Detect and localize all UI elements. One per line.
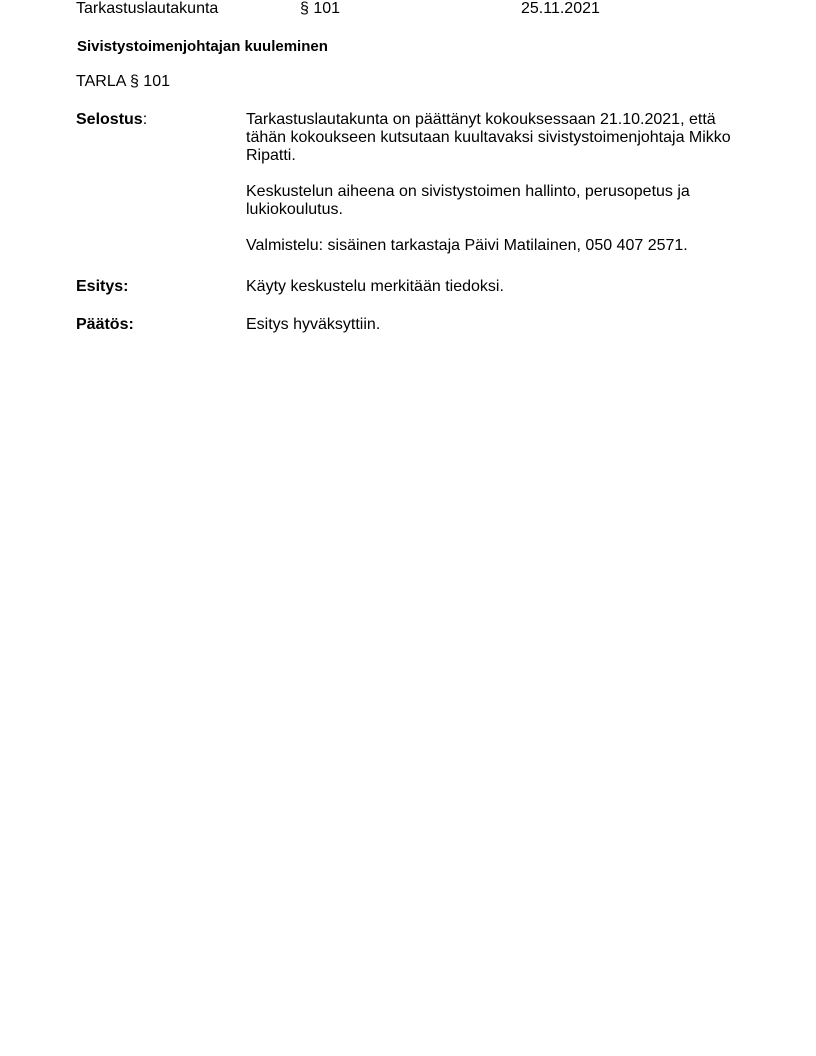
selostus-paragraph: Tarkastuslautakunta on päättänyt kokouksessaan 21.10.2021, että tähän kokoukseen kutsutaan kuultavaksi sivistystoimenjohtaja Mikko Ripatti.: [246, 111, 731, 164]
committee-name: Tarkastuslautakunta: [76, 0, 219, 17]
reference-code: TARLA § 101: [76, 73, 170, 90]
meeting-date: 25.11.2021: [521, 0, 600, 17]
paatos-label-text: Päätös:: [76, 316, 134, 333]
esitys-label-text: Esitys:: [76, 278, 129, 295]
selostus-content: [246, 111, 746, 273]
paatos-label: [76, 316, 134, 334]
selostus-label-text: Selostus: [76, 111, 143, 128]
document-header: [0, 0, 816, 20]
paatos-content: Esitys hyväksyttiin.: [246, 316, 381, 333]
page-title: Sivistystoimenjohtajan kuuleminen: [77, 38, 328, 55]
section-number: § 101: [300, 0, 341, 17]
esitys-label: [76, 278, 128, 296]
selostus-paragraph: Valmistelu: sisäinen tarkastaja Päivi Matilainen, 050 407 2571.: [246, 237, 688, 254]
esitys-content: Käyty keskustelu merkitään tiedoksi.: [246, 278, 504, 295]
selostus-label-colon: :: [142, 111, 148, 128]
selostus-label: [76, 111, 147, 129]
selostus-paragraph: Keskustelun aiheena on sivistystoimen hallinto, perusopetus ja lukiokoulutus.: [246, 183, 690, 218]
